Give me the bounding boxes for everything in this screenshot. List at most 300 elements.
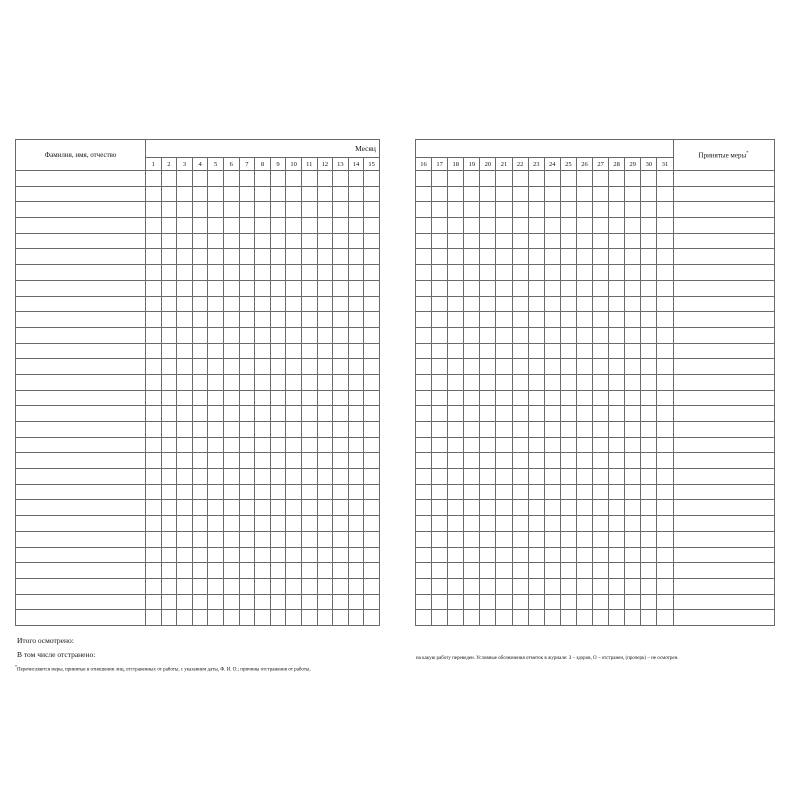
table-cell[interactable] <box>146 359 162 375</box>
table-cell[interactable] <box>496 484 512 500</box>
table-cell[interactable] <box>609 218 625 234</box>
table-cell[interactable] <box>286 406 302 422</box>
table-cell[interactable] <box>348 202 364 218</box>
table-cell[interactable] <box>544 531 560 547</box>
table-cell[interactable] <box>317 186 333 202</box>
table-cell[interactable] <box>161 359 177 375</box>
table-cell[interactable] <box>609 233 625 249</box>
table-cell[interactable] <box>239 531 255 547</box>
table-cell[interactable] <box>161 563 177 579</box>
table-cell[interactable] <box>576 437 592 453</box>
table-cell[interactable] <box>432 327 448 343</box>
table-cell[interactable] <box>177 594 193 610</box>
table-cell[interactable] <box>223 186 239 202</box>
table-cell[interactable] <box>301 312 317 328</box>
table-cell[interactable] <box>560 233 576 249</box>
table-cell[interactable] <box>560 171 576 187</box>
table-cell[interactable] <box>348 406 364 422</box>
table-cell[interactable] <box>432 563 448 579</box>
table-cell[interactable] <box>448 280 464 296</box>
table-cell[interactable] <box>161 218 177 234</box>
table-cell[interactable] <box>609 437 625 453</box>
table-cell[interactable] <box>301 500 317 516</box>
table-cell[interactable] <box>641 390 657 406</box>
table-cell[interactable] <box>496 406 512 422</box>
table-cell[interactable] <box>270 359 286 375</box>
table-cell[interactable] <box>208 594 224 610</box>
table-cell[interactable] <box>657 500 673 516</box>
table-cell[interactable] <box>673 594 774 610</box>
table-cell[interactable] <box>177 249 193 265</box>
table-cell[interactable] <box>464 406 480 422</box>
table-cell[interactable] <box>286 312 302 328</box>
table-cell[interactable] <box>348 469 364 485</box>
table-cell[interactable] <box>348 171 364 187</box>
table-cell[interactable] <box>528 500 544 516</box>
table-cell[interactable] <box>317 249 333 265</box>
table-cell[interactable] <box>416 296 432 312</box>
table-cell[interactable] <box>239 453 255 469</box>
table-cell[interactable] <box>657 578 673 594</box>
table-cell[interactable] <box>657 280 673 296</box>
table-cell[interactable] <box>16 437 146 453</box>
table-cell[interactable] <box>286 453 302 469</box>
table-cell[interactable] <box>625 374 641 390</box>
table-cell[interactable] <box>317 406 333 422</box>
table-cell[interactable] <box>448 343 464 359</box>
table-cell[interactable] <box>364 516 380 532</box>
table-cell[interactable] <box>464 296 480 312</box>
table-cell[interactable] <box>146 610 162 626</box>
table-cell[interactable] <box>560 500 576 516</box>
table-cell[interactable] <box>673 531 774 547</box>
table-cell[interactable] <box>625 280 641 296</box>
table-cell[interactable] <box>223 531 239 547</box>
table-cell[interactable] <box>480 327 496 343</box>
table-cell[interactable] <box>544 406 560 422</box>
table-cell[interactable] <box>161 343 177 359</box>
table-cell[interactable] <box>464 312 480 328</box>
table-cell[interactable] <box>16 171 146 187</box>
table-cell[interactable] <box>512 547 528 563</box>
table-cell[interactable] <box>364 578 380 594</box>
table-cell[interactable] <box>317 171 333 187</box>
table-cell[interactable] <box>317 327 333 343</box>
table-cell[interactable] <box>657 202 673 218</box>
table-cell[interactable] <box>192 202 208 218</box>
table-cell[interactable] <box>673 547 774 563</box>
table-cell[interactable] <box>657 233 673 249</box>
table-cell[interactable] <box>364 453 380 469</box>
table-cell[interactable] <box>348 484 364 500</box>
table-cell[interactable] <box>270 343 286 359</box>
table-cell[interactable] <box>496 531 512 547</box>
table-cell[interactable] <box>416 610 432 626</box>
table-cell[interactable] <box>448 374 464 390</box>
table-cell[interactable] <box>348 265 364 281</box>
table-cell[interactable] <box>255 280 271 296</box>
table-cell[interactable] <box>161 280 177 296</box>
table-cell[interactable] <box>317 594 333 610</box>
table-cell[interactable] <box>333 453 349 469</box>
table-cell[interactable] <box>512 578 528 594</box>
table-cell[interactable] <box>286 202 302 218</box>
table-cell[interactable] <box>496 343 512 359</box>
table-cell[interactable] <box>593 296 609 312</box>
table-cell[interactable] <box>544 610 560 626</box>
table-cell[interactable] <box>544 359 560 375</box>
table-cell[interactable] <box>348 500 364 516</box>
table-cell[interactable] <box>333 265 349 281</box>
table-cell[interactable] <box>301 594 317 610</box>
table-cell[interactable] <box>416 312 432 328</box>
table-cell[interactable] <box>512 233 528 249</box>
table-cell[interactable] <box>177 469 193 485</box>
table-cell[interactable] <box>657 406 673 422</box>
table-cell[interactable] <box>146 406 162 422</box>
table-cell[interactable] <box>576 218 592 234</box>
table-cell[interactable] <box>208 186 224 202</box>
table-cell[interactable] <box>448 578 464 594</box>
table-cell[interactable] <box>576 280 592 296</box>
table-cell[interactable] <box>270 547 286 563</box>
table-cell[interactable] <box>609 171 625 187</box>
table-cell[interactable] <box>192 547 208 563</box>
table-cell[interactable] <box>512 202 528 218</box>
table-cell[interactable] <box>625 390 641 406</box>
table-cell[interactable] <box>364 406 380 422</box>
table-cell[interactable] <box>208 374 224 390</box>
table-cell[interactable] <box>496 422 512 438</box>
table-cell[interactable] <box>255 422 271 438</box>
table-cell[interactable] <box>317 437 333 453</box>
table-cell[interactable] <box>208 312 224 328</box>
table-cell[interactable] <box>625 547 641 563</box>
table-cell[interactable] <box>301 469 317 485</box>
table-cell[interactable] <box>625 422 641 438</box>
table-cell[interactable] <box>673 516 774 532</box>
table-cell[interactable] <box>528 484 544 500</box>
table-cell[interactable] <box>286 218 302 234</box>
table-cell[interactable] <box>317 312 333 328</box>
table-cell[interactable] <box>239 327 255 343</box>
table-cell[interactable] <box>673 218 774 234</box>
table-cell[interactable] <box>146 563 162 579</box>
table-cell[interactable] <box>593 233 609 249</box>
table-cell[interactable] <box>146 280 162 296</box>
table-cell[interactable] <box>432 469 448 485</box>
table-cell[interactable] <box>317 265 333 281</box>
table-cell[interactable] <box>239 233 255 249</box>
table-cell[interactable] <box>255 531 271 547</box>
table-cell[interactable] <box>625 327 641 343</box>
table-cell[interactable] <box>480 233 496 249</box>
table-cell[interactable] <box>448 249 464 265</box>
table-cell[interactable] <box>657 484 673 500</box>
table-cell[interactable] <box>657 249 673 265</box>
table-cell[interactable] <box>286 610 302 626</box>
table-cell[interactable] <box>448 312 464 328</box>
table-cell[interactable] <box>192 374 208 390</box>
table-cell[interactable] <box>333 233 349 249</box>
table-cell[interactable] <box>192 437 208 453</box>
table-cell[interactable] <box>448 610 464 626</box>
table-cell[interactable] <box>641 296 657 312</box>
table-cell[interactable] <box>301 171 317 187</box>
table-cell[interactable] <box>464 469 480 485</box>
table-cell[interactable] <box>270 202 286 218</box>
table-cell[interactable] <box>609 390 625 406</box>
table-cell[interactable] <box>544 343 560 359</box>
table-cell[interactable] <box>448 390 464 406</box>
table-cell[interactable] <box>593 578 609 594</box>
table-cell[interactable] <box>301 296 317 312</box>
table-cell[interactable] <box>480 374 496 390</box>
table-cell[interactable] <box>448 531 464 547</box>
table-cell[interactable] <box>270 171 286 187</box>
table-cell[interactable] <box>609 422 625 438</box>
table-cell[interactable] <box>528 437 544 453</box>
table-cell[interactable] <box>364 202 380 218</box>
table-cell[interactable] <box>364 312 380 328</box>
table-cell[interactable] <box>239 422 255 438</box>
table-cell[interactable] <box>192 500 208 516</box>
table-cell[interactable] <box>16 422 146 438</box>
table-cell[interactable] <box>560 594 576 610</box>
table-cell[interactable] <box>593 516 609 532</box>
table-cell[interactable] <box>192 171 208 187</box>
table-cell[interactable] <box>192 469 208 485</box>
table-cell[interactable] <box>657 610 673 626</box>
table-cell[interactable] <box>223 249 239 265</box>
table-cell[interactable] <box>496 265 512 281</box>
table-cell[interactable] <box>317 359 333 375</box>
table-cell[interactable] <box>560 312 576 328</box>
table-cell[interactable] <box>609 516 625 532</box>
table-cell[interactable] <box>673 374 774 390</box>
table-cell[interactable] <box>432 202 448 218</box>
table-cell[interactable] <box>528 265 544 281</box>
table-cell[interactable] <box>673 312 774 328</box>
table-cell[interactable] <box>239 390 255 406</box>
table-cell[interactable] <box>416 516 432 532</box>
table-cell[interactable] <box>432 312 448 328</box>
table-cell[interactable] <box>286 374 302 390</box>
table-cell[interactable] <box>560 437 576 453</box>
table-cell[interactable] <box>333 437 349 453</box>
table-cell[interactable] <box>480 202 496 218</box>
table-cell[interactable] <box>512 469 528 485</box>
table-cell[interactable] <box>512 374 528 390</box>
table-cell[interactable] <box>448 218 464 234</box>
table-cell[interactable] <box>448 406 464 422</box>
table-cell[interactable] <box>432 594 448 610</box>
table-cell[interactable] <box>657 594 673 610</box>
table-cell[interactable] <box>192 422 208 438</box>
table-cell[interactable] <box>544 578 560 594</box>
table-cell[interactable] <box>512 594 528 610</box>
table-cell[interactable] <box>239 359 255 375</box>
table-cell[interactable] <box>208 296 224 312</box>
table-cell[interactable] <box>301 406 317 422</box>
table-cell[interactable] <box>560 202 576 218</box>
table-cell[interactable] <box>609 406 625 422</box>
table-cell[interactable] <box>161 484 177 500</box>
table-cell[interactable] <box>270 390 286 406</box>
table-cell[interactable] <box>496 249 512 265</box>
table-cell[interactable] <box>480 296 496 312</box>
table-cell[interactable] <box>333 296 349 312</box>
table-cell[interactable] <box>560 453 576 469</box>
table-cell[interactable] <box>333 563 349 579</box>
table-cell[interactable] <box>641 343 657 359</box>
table-cell[interactable] <box>270 280 286 296</box>
table-cell[interactable] <box>255 202 271 218</box>
table-cell[interactable] <box>301 265 317 281</box>
table-cell[interactable] <box>177 296 193 312</box>
table-cell[interactable] <box>255 312 271 328</box>
table-cell[interactable] <box>239 249 255 265</box>
table-cell[interactable] <box>560 469 576 485</box>
table-cell[interactable] <box>512 406 528 422</box>
table-cell[interactable] <box>177 374 193 390</box>
table-cell[interactable] <box>286 563 302 579</box>
table-cell[interactable] <box>192 265 208 281</box>
table-cell[interactable] <box>146 469 162 485</box>
table-cell[interactable] <box>641 547 657 563</box>
table-cell[interactable] <box>657 327 673 343</box>
table-cell[interactable] <box>512 296 528 312</box>
table-cell[interactable] <box>208 265 224 281</box>
table-cell[interactable] <box>609 202 625 218</box>
table-cell[interactable] <box>657 265 673 281</box>
table-cell[interactable] <box>673 249 774 265</box>
table-cell[interactable] <box>528 547 544 563</box>
table-cell[interactable] <box>448 296 464 312</box>
table-cell[interactable] <box>576 500 592 516</box>
table-cell[interactable] <box>16 594 146 610</box>
table-cell[interactable] <box>544 296 560 312</box>
table-cell[interactable] <box>464 500 480 516</box>
table-cell[interactable] <box>255 186 271 202</box>
table-cell[interactable] <box>255 343 271 359</box>
table-cell[interactable] <box>528 327 544 343</box>
table-cell[interactable] <box>625 186 641 202</box>
table-cell[interactable] <box>625 437 641 453</box>
table-cell[interactable] <box>673 390 774 406</box>
table-cell[interactable] <box>528 406 544 422</box>
table-cell[interactable] <box>448 202 464 218</box>
table-cell[interactable] <box>593 186 609 202</box>
table-cell[interactable] <box>609 578 625 594</box>
table-cell[interactable] <box>480 578 496 594</box>
table-cell[interactable] <box>208 202 224 218</box>
table-cell[interactable] <box>208 233 224 249</box>
table-cell[interactable] <box>641 610 657 626</box>
table-cell[interactable] <box>146 547 162 563</box>
table-cell[interactable] <box>177 500 193 516</box>
table-cell[interactable] <box>286 422 302 438</box>
table-cell[interactable] <box>480 516 496 532</box>
table-cell[interactable] <box>161 296 177 312</box>
table-cell[interactable] <box>223 578 239 594</box>
table-cell[interactable] <box>364 547 380 563</box>
table-cell[interactable] <box>177 406 193 422</box>
table-cell[interactable] <box>641 249 657 265</box>
table-cell[interactable] <box>177 218 193 234</box>
table-cell[interactable] <box>416 484 432 500</box>
table-cell[interactable] <box>177 280 193 296</box>
table-cell[interactable] <box>255 437 271 453</box>
table-cell[interactable] <box>255 516 271 532</box>
table-cell[interactable] <box>286 343 302 359</box>
table-cell[interactable] <box>480 265 496 281</box>
table-cell[interactable] <box>270 327 286 343</box>
table-cell[interactable] <box>208 547 224 563</box>
table-cell[interactable] <box>496 594 512 610</box>
table-cell[interactable] <box>223 171 239 187</box>
table-cell[interactable] <box>593 343 609 359</box>
table-cell[interactable] <box>528 563 544 579</box>
table-cell[interactable] <box>364 249 380 265</box>
table-cell[interactable] <box>496 563 512 579</box>
table-cell[interactable] <box>208 359 224 375</box>
table-cell[interactable] <box>239 484 255 500</box>
table-cell[interactable] <box>301 359 317 375</box>
table-cell[interactable] <box>609 265 625 281</box>
table-cell[interactable] <box>301 374 317 390</box>
table-cell[interactable] <box>239 202 255 218</box>
table-cell[interactable] <box>286 500 302 516</box>
table-cell[interactable] <box>625 202 641 218</box>
table-cell[interactable] <box>301 484 317 500</box>
table-cell[interactable] <box>301 516 317 532</box>
table-cell[interactable] <box>161 327 177 343</box>
table-cell[interactable] <box>333 422 349 438</box>
table-cell[interactable] <box>239 594 255 610</box>
table-cell[interactable] <box>208 578 224 594</box>
table-cell[interactable] <box>239 186 255 202</box>
table-cell[interactable] <box>317 563 333 579</box>
table-cell[interactable] <box>161 406 177 422</box>
table-cell[interactable] <box>576 296 592 312</box>
table-cell[interactable] <box>161 374 177 390</box>
table-cell[interactable] <box>333 610 349 626</box>
table-cell[interactable] <box>177 484 193 500</box>
table-cell[interactable] <box>317 578 333 594</box>
table-cell[interactable] <box>464 453 480 469</box>
table-cell[interactable] <box>464 547 480 563</box>
table-cell[interactable] <box>609 531 625 547</box>
table-cell[interactable] <box>416 280 432 296</box>
table-cell[interactable] <box>208 218 224 234</box>
table-cell[interactable] <box>364 265 380 281</box>
table-cell[interactable] <box>317 280 333 296</box>
table-cell[interactable] <box>528 186 544 202</box>
table-cell[interactable] <box>223 453 239 469</box>
table-cell[interactable] <box>657 296 673 312</box>
table-cell[interactable] <box>16 563 146 579</box>
table-cell[interactable] <box>364 218 380 234</box>
table-cell[interactable] <box>544 516 560 532</box>
table-cell[interactable] <box>480 610 496 626</box>
table-cell[interactable] <box>464 171 480 187</box>
table-cell[interactable] <box>333 359 349 375</box>
table-cell[interactable] <box>208 484 224 500</box>
table-cell[interactable] <box>255 594 271 610</box>
table-cell[interactable] <box>528 249 544 265</box>
table-cell[interactable] <box>270 218 286 234</box>
